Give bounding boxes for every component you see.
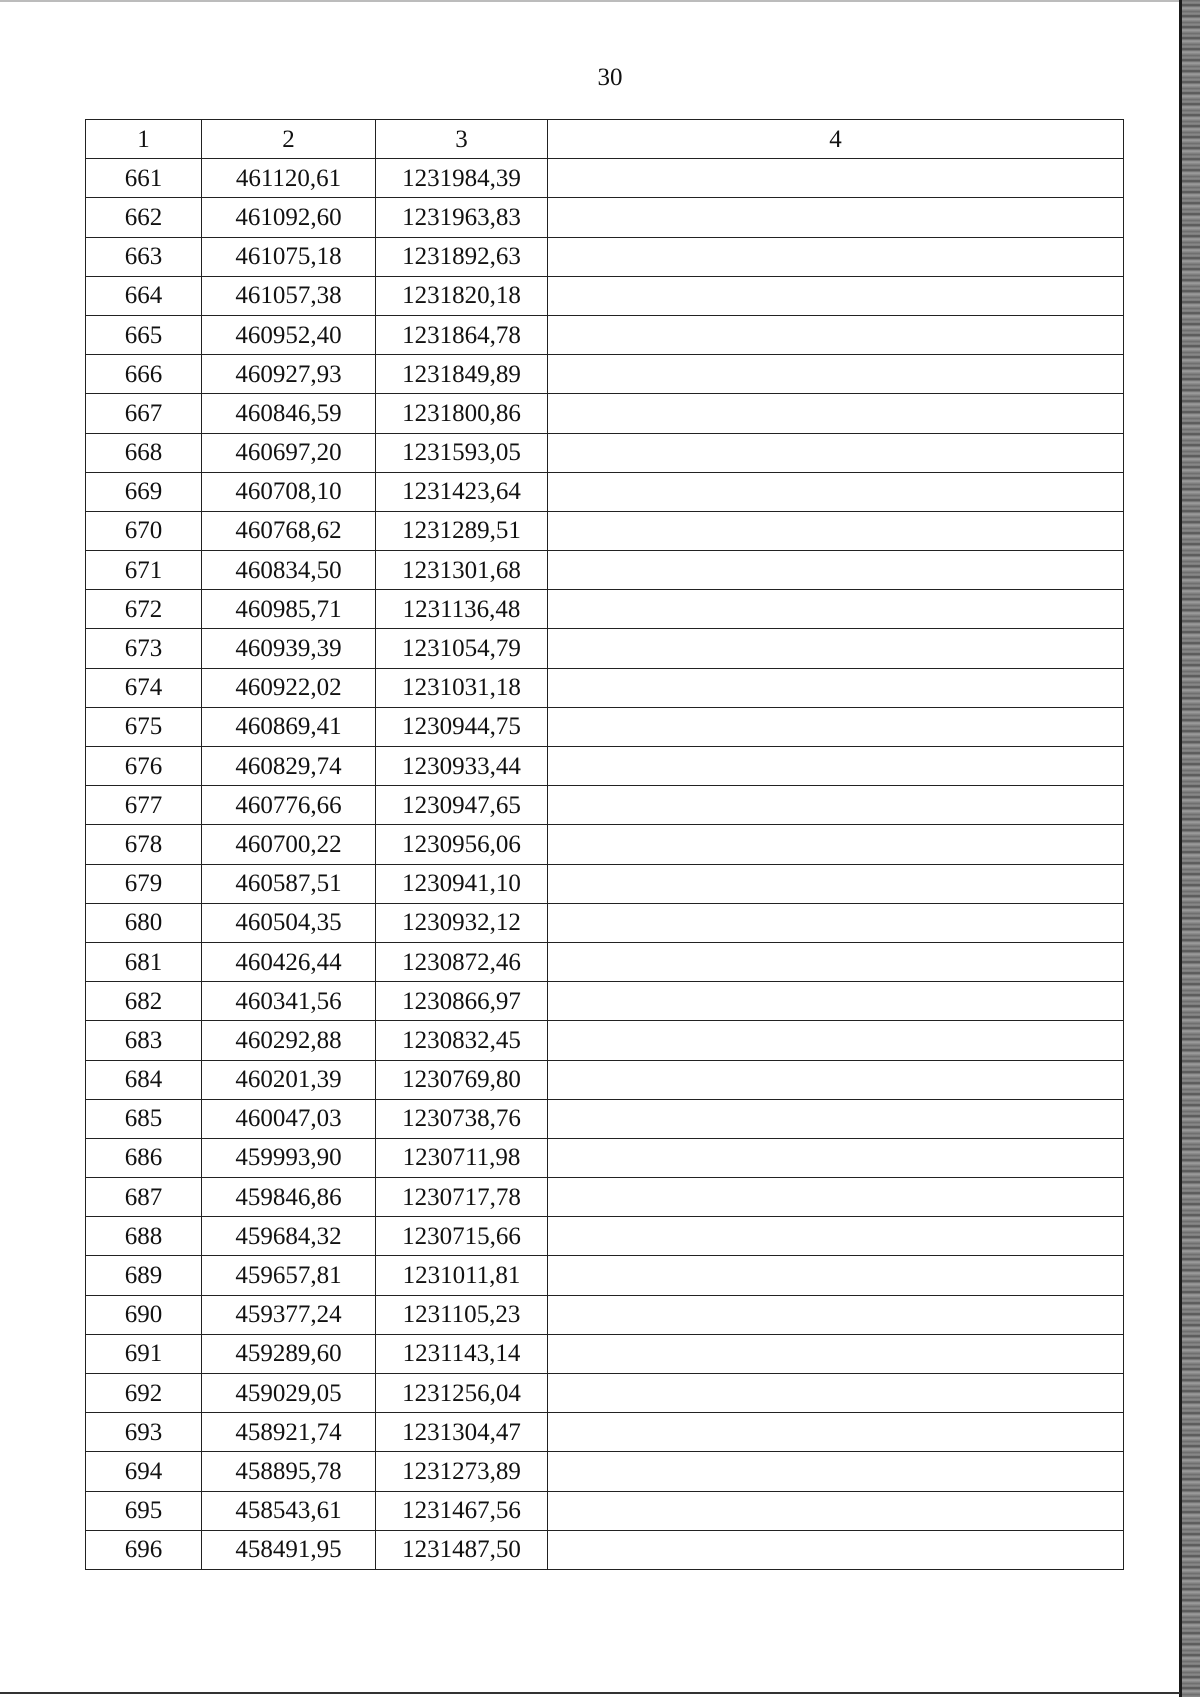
point-number-cell: 684 xyxy=(86,1060,202,1099)
y-coordinate-cell: 1230872,46 xyxy=(376,942,548,981)
table-row xyxy=(86,1099,1124,1138)
point-number-cell: 665 xyxy=(86,315,202,354)
y-coordinate-cell: 1231820,18 xyxy=(376,276,548,315)
note-cell xyxy=(548,198,1124,237)
y-coordinate-cell: 1230832,45 xyxy=(376,1021,548,1060)
note-cell xyxy=(548,1334,1124,1373)
note-cell xyxy=(548,1256,1124,1295)
note-cell xyxy=(548,159,1124,198)
note-cell xyxy=(548,825,1124,864)
note-cell xyxy=(548,1413,1124,1452)
scan-binding-edge xyxy=(1182,0,1200,1697)
table-header xyxy=(86,120,1124,159)
note-cell xyxy=(548,1374,1124,1413)
y-coordinate-cell: 1231864,78 xyxy=(376,315,548,354)
y-coordinate-cell: 1230711,98 xyxy=(376,1138,548,1177)
x-coordinate-cell: 460426,44 xyxy=(202,942,376,981)
y-coordinate-cell: 1231011,81 xyxy=(376,1256,548,1295)
note-cell xyxy=(548,864,1124,903)
table-row xyxy=(86,982,1124,1021)
point-number-cell: 685 xyxy=(86,1099,202,1138)
point-number-cell: 688 xyxy=(86,1217,202,1256)
table-row xyxy=(86,433,1124,472)
table-row xyxy=(86,159,1124,198)
y-coordinate-cell: 1231301,68 xyxy=(376,551,548,590)
note-cell xyxy=(548,747,1124,786)
point-number-cell: 664 xyxy=(86,276,202,315)
y-coordinate-cell: 1231031,18 xyxy=(376,668,548,707)
x-coordinate-cell: 460952,40 xyxy=(202,315,376,354)
table-row xyxy=(86,1060,1124,1099)
header-col-2: 2 xyxy=(202,120,376,159)
x-coordinate-cell: 460927,93 xyxy=(202,355,376,394)
table-row xyxy=(86,942,1124,981)
point-number-cell: 677 xyxy=(86,786,202,825)
table-row xyxy=(86,1021,1124,1060)
note-cell xyxy=(548,1217,1124,1256)
table-row xyxy=(86,590,1124,629)
table-row xyxy=(86,903,1124,942)
note-cell xyxy=(548,394,1124,433)
header-row xyxy=(86,120,1124,159)
y-coordinate-cell: 1231487,50 xyxy=(376,1530,548,1569)
point-number-cell: 686 xyxy=(86,1138,202,1177)
point-number-cell: 693 xyxy=(86,1413,202,1452)
point-number-cell: 694 xyxy=(86,1452,202,1491)
point-number-cell: 678 xyxy=(86,825,202,864)
x-coordinate-cell: 460201,39 xyxy=(202,1060,376,1099)
page-number: 30 xyxy=(597,64,623,91)
point-number-cell: 673 xyxy=(86,629,202,668)
point-number-cell: 669 xyxy=(86,472,202,511)
table-row xyxy=(86,668,1124,707)
note-cell xyxy=(548,1021,1124,1060)
y-coordinate-cell: 1231423,64 xyxy=(376,472,548,511)
y-coordinate-cell: 1231467,56 xyxy=(376,1491,548,1530)
x-coordinate-cell: 460939,39 xyxy=(202,629,376,668)
coordinates-table xyxy=(85,119,1124,1570)
point-number-cell: 687 xyxy=(86,1178,202,1217)
x-coordinate-cell: 459029,05 xyxy=(202,1374,376,1413)
y-coordinate-cell: 1231136,48 xyxy=(376,590,548,629)
table-body xyxy=(86,159,1124,1570)
point-number-cell: 696 xyxy=(86,1530,202,1569)
x-coordinate-cell: 461120,61 xyxy=(202,159,376,198)
y-coordinate-cell: 1231800,86 xyxy=(376,394,548,433)
note-cell xyxy=(548,903,1124,942)
point-number-cell: 661 xyxy=(86,159,202,198)
x-coordinate-cell: 461057,38 xyxy=(202,276,376,315)
table-row xyxy=(86,315,1124,354)
x-coordinate-cell: 460700,22 xyxy=(202,825,376,864)
y-coordinate-cell: 1231892,63 xyxy=(376,237,548,276)
x-coordinate-cell: 459657,81 xyxy=(202,1256,376,1295)
y-coordinate-cell: 1231054,79 xyxy=(376,629,548,668)
point-number-cell: 662 xyxy=(86,198,202,237)
table-row xyxy=(86,864,1124,903)
x-coordinate-cell: 460776,66 xyxy=(202,786,376,825)
scan-bottom-edge xyxy=(0,1692,1180,1694)
point-number-cell: 676 xyxy=(86,747,202,786)
table-row xyxy=(86,511,1124,550)
note-cell xyxy=(548,355,1124,394)
y-coordinate-cell: 1230933,44 xyxy=(376,747,548,786)
table-row xyxy=(86,551,1124,590)
table-row xyxy=(86,1413,1124,1452)
y-coordinate-cell: 1231593,05 xyxy=(376,433,548,472)
header-col-4: 4 xyxy=(548,120,1124,159)
x-coordinate-cell: 460292,88 xyxy=(202,1021,376,1060)
note-cell xyxy=(548,1138,1124,1177)
x-coordinate-cell: 459846,86 xyxy=(202,1178,376,1217)
table-row xyxy=(86,1295,1124,1334)
point-number-cell: 689 xyxy=(86,1256,202,1295)
x-coordinate-cell: 460697,20 xyxy=(202,433,376,472)
x-coordinate-cell: 460504,35 xyxy=(202,903,376,942)
table-row xyxy=(86,198,1124,237)
point-number-cell: 682 xyxy=(86,982,202,1021)
x-coordinate-cell: 460047,03 xyxy=(202,1099,376,1138)
table-row xyxy=(86,394,1124,433)
x-coordinate-cell: 460834,50 xyxy=(202,551,376,590)
table-row xyxy=(86,1217,1124,1256)
point-number-cell: 667 xyxy=(86,394,202,433)
note-cell xyxy=(548,276,1124,315)
table-row xyxy=(86,707,1124,746)
y-coordinate-cell: 1230941,10 xyxy=(376,864,548,903)
x-coordinate-cell: 459377,24 xyxy=(202,1295,376,1334)
point-number-cell: 690 xyxy=(86,1295,202,1334)
x-coordinate-cell: 460341,56 xyxy=(202,982,376,1021)
point-number-cell: 679 xyxy=(86,864,202,903)
note-cell xyxy=(548,1530,1124,1569)
y-coordinate-cell: 1230738,76 xyxy=(376,1099,548,1138)
table-row xyxy=(86,237,1124,276)
y-coordinate-cell: 1231273,89 xyxy=(376,1452,548,1491)
x-coordinate-cell: 461092,60 xyxy=(202,198,376,237)
x-coordinate-cell: 458921,74 xyxy=(202,1413,376,1452)
x-coordinate-cell: 460846,59 xyxy=(202,394,376,433)
y-coordinate-cell: 1231256,04 xyxy=(376,1374,548,1413)
note-cell xyxy=(548,472,1124,511)
x-coordinate-cell: 459289,60 xyxy=(202,1334,376,1373)
y-coordinate-cell: 1231289,51 xyxy=(376,511,548,550)
table-row xyxy=(86,472,1124,511)
x-coordinate-cell: 461075,18 xyxy=(202,237,376,276)
x-coordinate-cell: 460587,51 xyxy=(202,864,376,903)
point-number-cell: 680 xyxy=(86,903,202,942)
point-number-cell: 674 xyxy=(86,668,202,707)
y-coordinate-cell: 1231984,39 xyxy=(376,159,548,198)
x-coordinate-cell: 458543,61 xyxy=(202,1491,376,1530)
table-row xyxy=(86,786,1124,825)
table-row xyxy=(86,1452,1124,1491)
table-row xyxy=(86,1138,1124,1177)
y-coordinate-cell: 1231963,83 xyxy=(376,198,548,237)
x-coordinate-cell: 459993,90 xyxy=(202,1138,376,1177)
point-number-cell: 692 xyxy=(86,1374,202,1413)
note-cell xyxy=(548,1099,1124,1138)
y-coordinate-cell: 1231105,23 xyxy=(376,1295,548,1334)
note-cell xyxy=(548,1295,1124,1334)
table-row xyxy=(86,629,1124,668)
y-coordinate-cell: 1230769,80 xyxy=(376,1060,548,1099)
note-cell xyxy=(548,237,1124,276)
point-number-cell: 675 xyxy=(86,707,202,746)
y-coordinate-cell: 1231304,47 xyxy=(376,1413,548,1452)
note-cell xyxy=(548,707,1124,746)
x-coordinate-cell: 460985,71 xyxy=(202,590,376,629)
note-cell xyxy=(548,1060,1124,1099)
point-number-cell: 668 xyxy=(86,433,202,472)
note-cell xyxy=(548,590,1124,629)
y-coordinate-cell: 1230956,06 xyxy=(376,825,548,864)
x-coordinate-cell: 460869,41 xyxy=(202,707,376,746)
x-coordinate-cell: 460922,02 xyxy=(202,668,376,707)
point-number-cell: 670 xyxy=(86,511,202,550)
note-cell xyxy=(548,511,1124,550)
note-cell xyxy=(548,551,1124,590)
table-row xyxy=(86,1530,1124,1569)
point-number-cell: 672 xyxy=(86,590,202,629)
note-cell xyxy=(548,629,1124,668)
note-cell xyxy=(548,1491,1124,1530)
table-row xyxy=(86,1256,1124,1295)
y-coordinate-cell: 1230944,75 xyxy=(376,707,548,746)
table-row xyxy=(86,1178,1124,1217)
point-number-cell: 691 xyxy=(86,1334,202,1373)
header-col-3: 3 xyxy=(376,120,548,159)
y-coordinate-cell: 1230932,12 xyxy=(376,903,548,942)
x-coordinate-cell: 460768,62 xyxy=(202,511,376,550)
note-cell xyxy=(548,786,1124,825)
y-coordinate-cell: 1231849,89 xyxy=(376,355,548,394)
y-coordinate-cell: 1230715,66 xyxy=(376,1217,548,1256)
x-coordinate-cell: 460708,10 xyxy=(202,472,376,511)
point-number-cell: 695 xyxy=(86,1491,202,1530)
table-row xyxy=(86,1374,1124,1413)
note-cell xyxy=(548,982,1124,1021)
x-coordinate-cell: 460829,74 xyxy=(202,747,376,786)
x-coordinate-cell: 458895,78 xyxy=(202,1452,376,1491)
y-coordinate-cell: 1231143,14 xyxy=(376,1334,548,1373)
note-cell xyxy=(548,668,1124,707)
x-coordinate-cell: 459684,32 xyxy=(202,1217,376,1256)
y-coordinate-cell: 1230717,78 xyxy=(376,1178,548,1217)
note-cell xyxy=(548,1452,1124,1491)
note-cell xyxy=(548,1178,1124,1217)
y-coordinate-cell: 1230947,65 xyxy=(376,786,548,825)
note-cell xyxy=(548,315,1124,354)
table-row xyxy=(86,1334,1124,1373)
table-row xyxy=(86,747,1124,786)
y-coordinate-cell: 1230866,97 xyxy=(376,982,548,1021)
point-number-cell: 671 xyxy=(86,551,202,590)
table-row xyxy=(86,276,1124,315)
x-coordinate-cell: 458491,95 xyxy=(202,1530,376,1569)
point-number-cell: 681 xyxy=(86,942,202,981)
scan-top-edge xyxy=(0,0,1180,2)
table-row xyxy=(86,825,1124,864)
point-number-cell: 666 xyxy=(86,355,202,394)
table-row xyxy=(86,1491,1124,1530)
note-cell xyxy=(548,433,1124,472)
header-col-1: 1 xyxy=(86,120,202,159)
point-number-cell: 683 xyxy=(86,1021,202,1060)
point-number-cell: 663 xyxy=(86,237,202,276)
table-row xyxy=(86,355,1124,394)
note-cell xyxy=(548,942,1124,981)
